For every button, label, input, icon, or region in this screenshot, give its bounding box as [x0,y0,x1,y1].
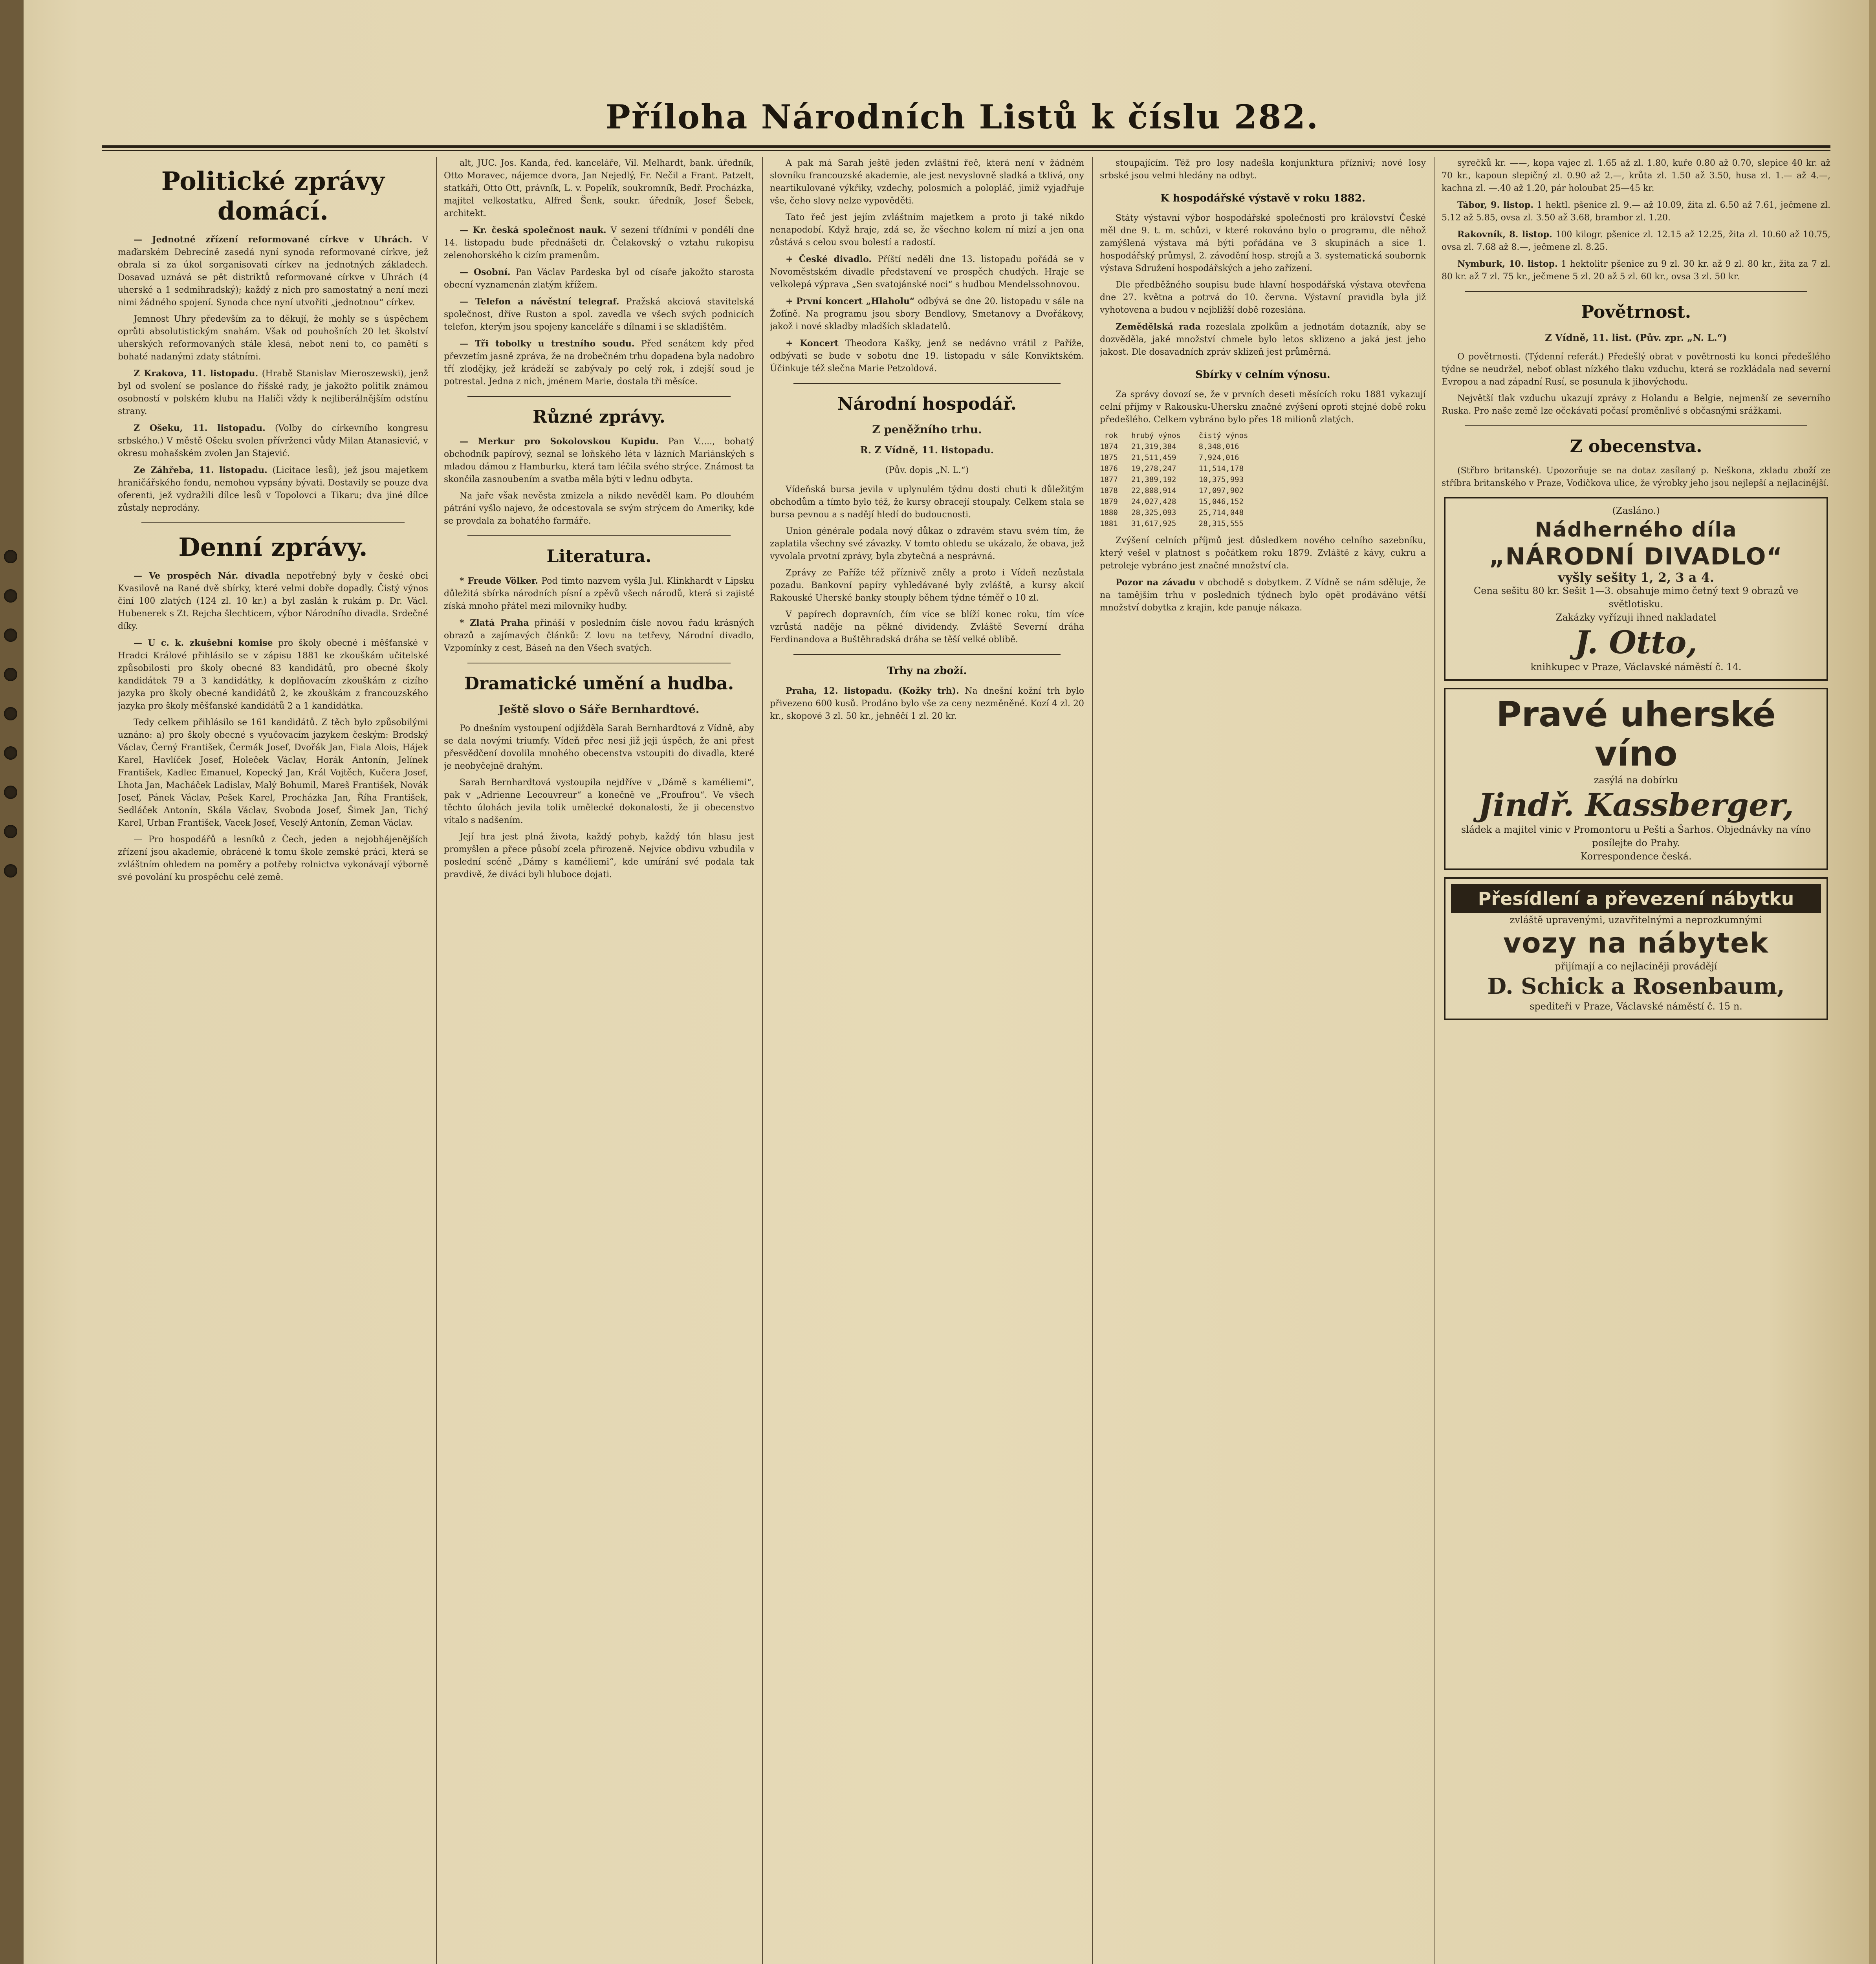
advertisement-national-theatre [1444,497,1828,681]
column-separator [762,157,763,1964]
article-lead: Zemědělská rada [1116,322,1201,332]
ad-text: spediteři v Praze, Václavské náměstí č. 15 n. [1530,1001,1742,1012]
article-paragraph: Zvýšení celních příjmů jest důsledkem nového celního sazebníku, který vešel v platnost s počátkem roku 1879. Zvláště z kávy, cukru a petroleje vybráno jest značné množství cla. [1100,536,1426,571]
section-heading-customs: Sbírky v celním výnosu. [1195,369,1330,381]
article-lead: + České divadlo. [786,254,872,264]
section-heading-daily-news: Denní zprávy. [178,533,368,562]
section-heading-exhibition: K hospodářské výstavě v roku 1882. [1160,192,1366,204]
ad-brand: J. Otto, [1574,624,1698,661]
article-lead: Rakovník, 8. listop. [1457,229,1552,240]
ad-note: zasýlá na dobírku [1594,775,1678,786]
article-text: odbývá se dne 20. listopadu v sále na Žofíně. Na programu jsou sbory Bendlovy, Smetanovy a Dvořákovy, jakož i nové skladby mladších skladatelů. [770,297,1084,332]
ad-headline: Přesídlení a převezení nábytku [1451,884,1821,913]
section-heading-politics: Politické zprávy domácí. [161,167,385,226]
divider [467,535,731,536]
article-subheading: Ještě slovo o Sáře Bernhardtové. [498,703,700,716]
table-row: 1881 31,617,925 28,315,555 [1100,519,1244,528]
article-paragraph: Tato řeč jest jejím zvláštním majetkem a proto ji také nikdo nenapodobí. Když hraje, zdá se, že všechno kolem ní mizí a jen ona zůstává s celou svou bolestí a radostí. [770,213,1084,247]
column-3 [770,157,1084,1964]
section-heading-literature: Literatura. [546,546,652,566]
column-2 [444,157,754,1964]
article-lead: — Merkur pro Sokolovskou Kupidu. [460,436,659,447]
ad-headline: Pravé uherské víno [1496,694,1776,774]
section-heading-markets: Trhy na zboží. [887,665,967,677]
divider [793,383,1061,384]
ad-headline: „NÁRODNÍ DIVADLO“ [1489,543,1783,570]
article-text: 1 hektolitr pšenice zu 9 zl. 30 kr. až 9 zl. 80 kr., žita za 7 zl. 80 kr. až 7 zl. 75 kr., ječmene 5 zl. 20 až 5 zl. 60 kr., ovsa 3 zl. 50 kr. [1442,259,1830,282]
section-heading-drama: Dramatické umění a hudba. [464,674,734,694]
article-paragraph: alt, JUC. Jos. Kanda, řed. kanceláře, Vil. Melhardt, bank. úředník, Otto Moravec, nájemce dvora, Jan Nejedlý, Fr. Nečil a Frant. Patzelt, statkáři, Otto Ott, právník, L. v. Popelík, soukromník, Bedř. Procházka, majitel velkostatku, Alfred Šenk, soukr. úředník, Josef Šebek, architekt. [444,158,754,218]
article-lead: — Telefon a návěstní telegraf. [460,297,619,307]
article-paragraph: Zprávy ze Paříže též příznivě zněly a proto i Vídeň nezůstala pozadu. Bankovní papíry vyhledávané byly zvláště, a kursy akcií Rakouské Uherské banky stouply během týdne téměř o 10 zl. [770,568,1084,603]
article-paragraph [1100,576,1426,614]
article-paragraph: Jemnost Uhry především za to děkují, že mohly se s úspěchem oprůti absolutistickým snahám. Však od pouhošních 20 let školství uherských reformovaných stále klesá, nebot není to, co pamětí s bohaté nadanými zdaty státními. [118,314,428,362]
advertisement-wine [1444,688,1828,870]
section-heading-public: Z obecenstva. [1570,436,1702,456]
article-paragraph [444,617,754,655]
article-paragraph: Dle předběžného soupisu bude hlavní hospodářská výstava otevřena dne 27. května a potrvá do 10. června. Výstavní pravidla byla již vyhotovena a budou v nejbližší době rozeslána. [1100,280,1426,315]
article-paragraph [1442,199,1830,224]
article-paragraph: — Pro hospodářů a lesníků z Čech, jeden a nejobhájenějších zřízení jsou akademie, obrácené k tomu škole zemské práci, která se zvláštním ohledem na poměry a potřeby rolnictva vykonávají výborně své povolání ku prospěchu celé země. [118,835,428,882]
article-paragraph: Tedy celkem přihlásilo se 161 kandidátů. Z těch bylo způsobilými uznáno: a) pro školy obecné s vyučovacím jazykem českým: Brodský Václav, Černý František, Čermák Josef, Dvořák Jan, Fiala Alois, Hájek Karel, Havlíček Josef, Holeček Václav, Horák Antonín, Jelínek František, Kadlec Emanuel, Kopecký Jan, Král Vojtěch, Kučera Josef, Lhota Jan, Macháček Ladislav, Malý Bohumil, Mareš František, Novák Josef, Pánek Václav, Pešek Karel, Procházka Jan, Říha František, Sedláček Antonín, Skála Václav, Svoboda Josef, Šimek Jan, Tichý Karel, Urban František, Vacek Josef, Veselý Antonín, Zeman Václav. [118,718,428,828]
masthead-title: Příloha Národních Listů k číslu 282. [605,97,1319,136]
article-text: přináší v posledním čísle novou řadu krásných obrazů a zajímavých článků: Z lovu na tetřevy, Národní divadlo, Vzpomínky z cest, Báseň na den Všech svatých. [444,618,754,653]
article-paragraph [444,337,754,388]
article-text: Na dnešní kožní trh bylo přivezeno 600 kusů. Prodáno bylo vše za ceny nezměněné. Kozí 4 zl. 20 kr., skopové 3 zl. 50 kr., jehněčí 1 zl. 20 kr. [770,686,1084,721]
article-lead: — Jednotné zřízení reformované církve v Uhrách. [134,235,412,245]
divider [141,522,405,523]
article-paragraph [770,295,1084,333]
article-paragraph [770,253,1084,291]
table-row: 1874 21,319,384 8,348,016 [1100,442,1239,451]
article-paragraph [444,435,754,486]
ad-text: vyšly sešity 1, 2, 3 a 4. [1558,570,1714,585]
article-paragraph: A pak má Sarah ještě jeden zvláštní řeč, která není v žádném slovníku francouzské akademie, ale jest nevyslovně sladká a tklivá, ony neartikulované výkřiky, vzdechy, polosmích a polopláč, jimiž vyjadřuje vše, čeho slovy nelze vypověděti. [770,158,1084,206]
article-paragraph: Na jaře však nevěsta zmizela a nikdo nevěděl kam. Po dlouhém pátrání vyšlo najevo, že odcestovala se svým strýcem do Ameriky, kde se provdala za bohatého farmáře. [444,491,754,526]
article-paragraph [118,367,428,418]
article-text: V sezení třídními v pondělí dne 14. listopadu bude přednášeti dr. Čelakovský o vztahu rukopisu zelenohorského k cizím pramenům. [444,225,754,260]
article-paragraph: Po dnešním vystoupení odjížděla Sarah Bernhardtová z Vídně, aby se dala novými triumfy. Vídeň přec nesi již jeji úspěch, že ani přest přesvědčení dovolila mnohého obecenstva vstoupiti do divadla, které je neobyčejně drahým. [444,724,754,771]
table-row: 1877 21,389,192 10,375,993 [1100,475,1244,484]
table-row: 1880 28,325,093 25,714,048 [1100,508,1244,517]
top-rule-thin [102,150,1830,151]
article-lead: — Osobní. [460,267,511,277]
article-text: Theodora Kašky, jenž se nedávno vrátil z Paříže, odbývati se bude v sobotu dne 19. listopadu v sále Konviktském. Účinkuje též slečna Marie Petzoldová. [770,339,1084,374]
article-lead: + První koncert „Hlaholu“ [786,296,915,306]
article-lead: Pozor na závadu [1116,577,1196,588]
column-separator [1092,157,1093,1964]
article-paragraph: O povětrnosti. (Týdenní referát.) Předešlý obrat v povětrnosti ku konci předešlého týdne se neudržel, neboť oblast nízkého tlaku vzduchu, která se rozkládala nad severní Evropou a nad západní Rusí, se posunula k jihovýchodu. [1442,352,1830,387]
ad-text: Zakázky vyřízuji ihned nakladatel [1555,612,1717,623]
article-paragraph: Největší tlak vzduchu ukazují zprávy z Holandu a Belgie, nejmenší ze severního Ruska. Pro naše země lze očekávati počasí proměnlivé s občasnými srážkami. [1442,394,1830,416]
article-text: V maďarském Debrecíně zasedá nyní synoda reformované církve, jež obrala si za úkol sorganisovati církev na jednotných základech. Dosavad uznává se pět distriktů reformované církve v Uhrách (4 uherské a 1 sedmihradský); každý z nich pro samostatný a není mezi nimi žádného spojení. Synoda chce nyní utvořiti „jednotnou“ církev. [118,235,428,308]
article-lead: * Zlatá Praha [460,618,529,628]
article-lead: — Tři tobolky u trestního soudu. [460,339,635,349]
article-lead: Praha, 12. listopadu. (Kožky trh). [786,686,959,696]
article-lead: — Ve prospěch Nár. divadla [134,571,280,581]
article-lead: — U c. k. zkušební komise [134,638,273,648]
ad-note: (Zasláno.) [1612,505,1660,516]
article-paragraph [1442,258,1830,283]
table-row: 1878 22,808,914 17,097,902 [1100,486,1244,495]
article-lead: * Freude Völker. [460,576,539,586]
article-lead: Ze Záhřeba, 11. listopadu. [134,465,267,475]
advertisement-furniture-moving [1444,877,1828,1020]
article-paragraph [770,685,1084,723]
ad-brand: Jindř. Kassberger, [1478,786,1794,823]
article-paragraph [1442,228,1830,254]
article-text: pro školy obecné i měšťanské v Hradci Králové přihlásilo se v zápisu 1881 ke zkouškám učitelské způsobilosti pro školy obecné 83 kandidátů, pro obecné školy kandidátek 79 a 3 kandidátky, k doplňovacím zkouškám z cizího jazyka pro školy obecné kandidátů 2, ke zkouškám z francouzského jazyka pro školy měšťanské kandidátů 2 a 1 kandidátka. [118,638,428,711]
article-paragraph: stoupajícím. Též pro losy nadešla konjunktura přízniví; nové losy srbské jsou velmi hledány na odbyt. [1100,158,1426,181]
ad-brand: D. Schick a Rosenbaum, [1487,973,1785,999]
article-paragraph [444,295,754,333]
article-lead: Tábor, 9. listop. [1457,200,1534,210]
article-text: Pražská akciová stavitelská společnost, dříve Ruston a spol. zavedla ve všech svých podnicích telefon, kterým jsou spojeny kanceláře s dílnami i se skladištěm. [444,297,754,332]
divider [1465,425,1807,426]
article-text: 1 hektl. pšenice zl. 9.— až 10.09, žita zl. 6.50 až 7.61, ječmene zl. 5.12 až 5.85, ovsa zl. 3.50 až 3.68, brambor zl. 1.20. [1442,200,1830,223]
section-heading-misc: Různé zprávy. [533,407,665,427]
article-paragraph [444,575,754,613]
column-1 [118,157,428,1964]
article-text: Pan V....., bohatý obchodník papírový, seznal se loňského léta v lázních Mariánských s mladou dámou z Hamburku, která tam léčila svého strýce. Známost ta skončila zasnoubením a svatba měla býti v lednu odbyta. [444,437,754,484]
column-4 [1100,157,1426,1964]
article-paragraph: syrečků kr. ——, kopa vajec zl. 1.65 až zl. 1.80, kuře 0.80 až 0.70, slepice 40 kr. až 70 kr., kapoun slepičný zl. 0.90 až 2.—, krůta zl. 1.50 až 3.50, husa zl. 1.— až 4.—, kachna zl. —.40 až 1.20, pár holoubat 25—45 kr. [1442,158,1830,193]
page-edge [1869,0,1876,1964]
article-paragraph: V papírech dopravních, čím více se blíží konec roku, tím více vzrůstá naděje na pěkné dividendy. Zvláště Severní dráha Ferdinandova a Buštěhradská dráha se těší velké oblibě. [770,610,1084,645]
ad-title: Nádherného díla [1535,518,1737,542]
article-text: v obchodě s dobytkem. Z Vídně se nám sděluje, že na tamějším trhu v posledních týdnech bylo opět prodáváno větší množství dobytka z krajin, kde panuje nákaza. [1100,578,1426,613]
article-lead: + Koncert [786,338,839,348]
article-paragraph [444,224,754,262]
article-lead: — Kr. česká společnost nauk. [460,225,606,235]
ad-text: Korrespondence česká. [1580,851,1692,862]
column-5 [1442,157,1830,1964]
article-paragraph: Státy výstavní výbor hospodářské společnosti pro království České měl dne 9. t. m. schůzi, v které rokováno bylo o programu, dle něhož zamýšlená výstava má býti pořádána ve 3 skupinách a sice 1. hospodářský průmysl, 2. závodění hosp. strojů a 3. systematická soubornk výstava Sdružení hospodářských a jeho zařízení. [1100,213,1426,273]
ad-text: knihkupec v Praze, Václavské náměstí č. 14. [1530,661,1742,672]
article-text: nepotřebný byly v české obci Kvasilově na Rané dvě sbírky, které velmi dobře dopadly. Čistý výnos činí 100 zlatých (124 zl. 10 kr.) a byl zaslán k rukám p. Dr. Václ. Hubenerek s Zt. Rejcha šlechticem, výbor Národního divadla. Srdečné díky. [118,571,428,631]
article-dateline-note: (Pův. dopis „N. L.“) [885,465,969,475]
table-row: 1875 21,511,459 7,924,016 [1100,453,1239,462]
article-text: rozeslala zpolkům a jednotám dotazník, aby se dozvěděla, jaké množství chmele bylo letos sklizeno a jaká jest jeho jakost. Dle dosavadních zpráv sklizeň jest průměrná. [1100,322,1426,357]
table-row: 1879 24,027,428 15,046,152 [1100,497,1244,506]
article-text: Před senátem kdy před převzetím jasně zpráva, že na drobečném trhu dopadena byla nadobro tří zlodějky, jež krádeží se zabývaly po celý rok, i zdejší soud je potrestal. Jedna z nich, jménem Marie, dostala tři měsíce. [444,339,754,387]
table-row: 1876 19,278,247 11,514,178 [1100,464,1244,473]
section-heading-weather: Povětrnost. [1581,302,1691,322]
article-paragraph [770,337,1084,375]
table-header: rok hrubý výnos čistý výnos [1100,431,1248,440]
article-paragraph [118,637,428,713]
article-paragraph [444,266,754,291]
article-paragraph: (Střbro britanské). Upozorňuje se na dotaz zasílaný p. Neškona, zkladu zboží ze stříbra britanského v Praze, Vodičkova ulice, že výrobky jeho jsou nejlepší a nejlacinější. [1442,466,1830,488]
article-text: Pan Václav Pardeska byl od císaře jakožto starosta obecní vyznamenán zlatým křížem. [444,267,754,290]
article-text: (Hrabě Stanislav Mieroszewski), jenž byl od svolení se poslance do říšské rady, je jakožto politik známou osobností v polském klubu na Haliči vždy k nejliberálnějším odstínu strany. [118,369,428,416]
article-paragraph [1100,321,1426,359]
article-text: Pod timto nazvem vyšla Jul. Klinkhardt v Lipsku důležitá sbírka národních písní a zpěvů všech národů, která si zajisté získá mnoho přátel mezi milovníky hudby. [444,576,754,611]
article-text: (Volby do církevního kongresu srbského.) V městě Ošeku svolen přívrženci vůdy Milan Atanasiević, v okresu mohašském zvolen Jan Stajević. [118,423,428,458]
article-paragraph: Její hra jest plná života, každý pohyb, každý tón hlasu jest promyšlen a přece působí zcela přirozeně. Nejvíce obdivu vzbudila v poslední scéně „Dámy s kaméliemi“, kde umírání své podala tak pravdivě, že diváci byli hluboce dojati. [444,832,754,879]
article-paragraph [118,422,428,460]
article-paragraph [118,233,428,309]
article-lead: Z Ošeku, 11. listopadu. [134,423,266,433]
binding-strip [0,0,24,1964]
article-paragraph: Vídeňská bursa jevila v uplynulém týdnu dosti chuti k důležitým obchodům a tímto bylo též, že kursy obracejí stoupaly. Celkem stala se bursa pevnou a s nadějí hledí do budoucnosti. [770,485,1084,520]
article-paragraph [118,570,428,633]
article-dateline: R. Z Vídně, 11. listopadu. [860,444,994,456]
article-paragraph [118,464,428,515]
article-paragraph: Za správy dovozí se, že v prvních deseti měsících roku 1881 vykazují celní příjmy v Rakousku-Uhersku značné zvýšení oproti stejné době roku předešlého. Celkem vybráno bylo přes 18 milionů zlatých. [1100,390,1426,425]
article-text: (Licitace lesů), jež jsou majetkem hraničářského fondu, nemohou vypsány bývati. Dostavily se pouze dva oferenti, jež vydražili dílce lesů v Topolovci a Tikaru; dva jiné dílce zůstaly neprodány. [118,465,428,513]
ad-text: zvláště upravenými, uzavřitelnými a neprozkumnými [1510,914,1762,925]
divider [1465,291,1807,292]
article-lead: Nymburk, 10. listop. [1457,259,1558,269]
article-paragraph: Union générale podala nový důkaz o zdravém stavu svém tím, že zaplatila všechny své závazky. V tomto ohledu se ukázalo, že obava, jež vyvolala prvotní zprávy, byla zbytečná a nesprávná. [770,526,1084,561]
divider [467,396,731,397]
column-separator [436,157,437,1964]
article-text: 100 kilogr. pšenice zl. 12.15 až 12.25, žita zl. 10.60 až 10.75, ovsa zl. 7.68 až 8.—, ječmene zl. 8.25. [1442,230,1830,252]
article-dateline: Z Vídně, 11. list. (Pův. zpr. „N. L.“) [1545,332,1727,343]
section-heading-economy: Národní hospodář. [837,394,1017,414]
top-rule [102,145,1830,148]
article-text: Příští neděli dne 13. listopadu pořádá se v Novoměstském divadle představení ve prospěch chudých. Hraje se velkolepá výprava „Sen svatojánské noci“ s hudbou Mendelssohnovou. [770,255,1084,289]
ad-text: přijímají a co nejlaciněji provádějí [1555,961,1717,972]
article-paragraph: Sarah Bernhardtová vystoupila nejdříve v „Dámě s kaméliemi“, pak v „Adrienne Lecouvreur“ a konečně ve „Froufrou“. Ve všech těchto úlohách jevila tolik umělecké dokonalosti, že ji obecenstvo vítalo s nadšením. [444,778,754,825]
article-subheading: Z peněžního trhu. [872,423,982,436]
ad-title: vozy na nábytek [1503,927,1769,959]
article-lead: Z Krakova, 11. listopadu. [134,368,258,379]
divider [793,654,1061,655]
ad-text: sládek a majitel vinic v Promontoru u Pešti a Šarhos. Objednávky na víno posílejte do Prahy. [1461,824,1811,848]
ad-text: Cena sešitu 80 kr. Sešit 1—3. obsahuje mimo četný text 9 obrazů ve světlotisku. [1473,585,1799,610]
